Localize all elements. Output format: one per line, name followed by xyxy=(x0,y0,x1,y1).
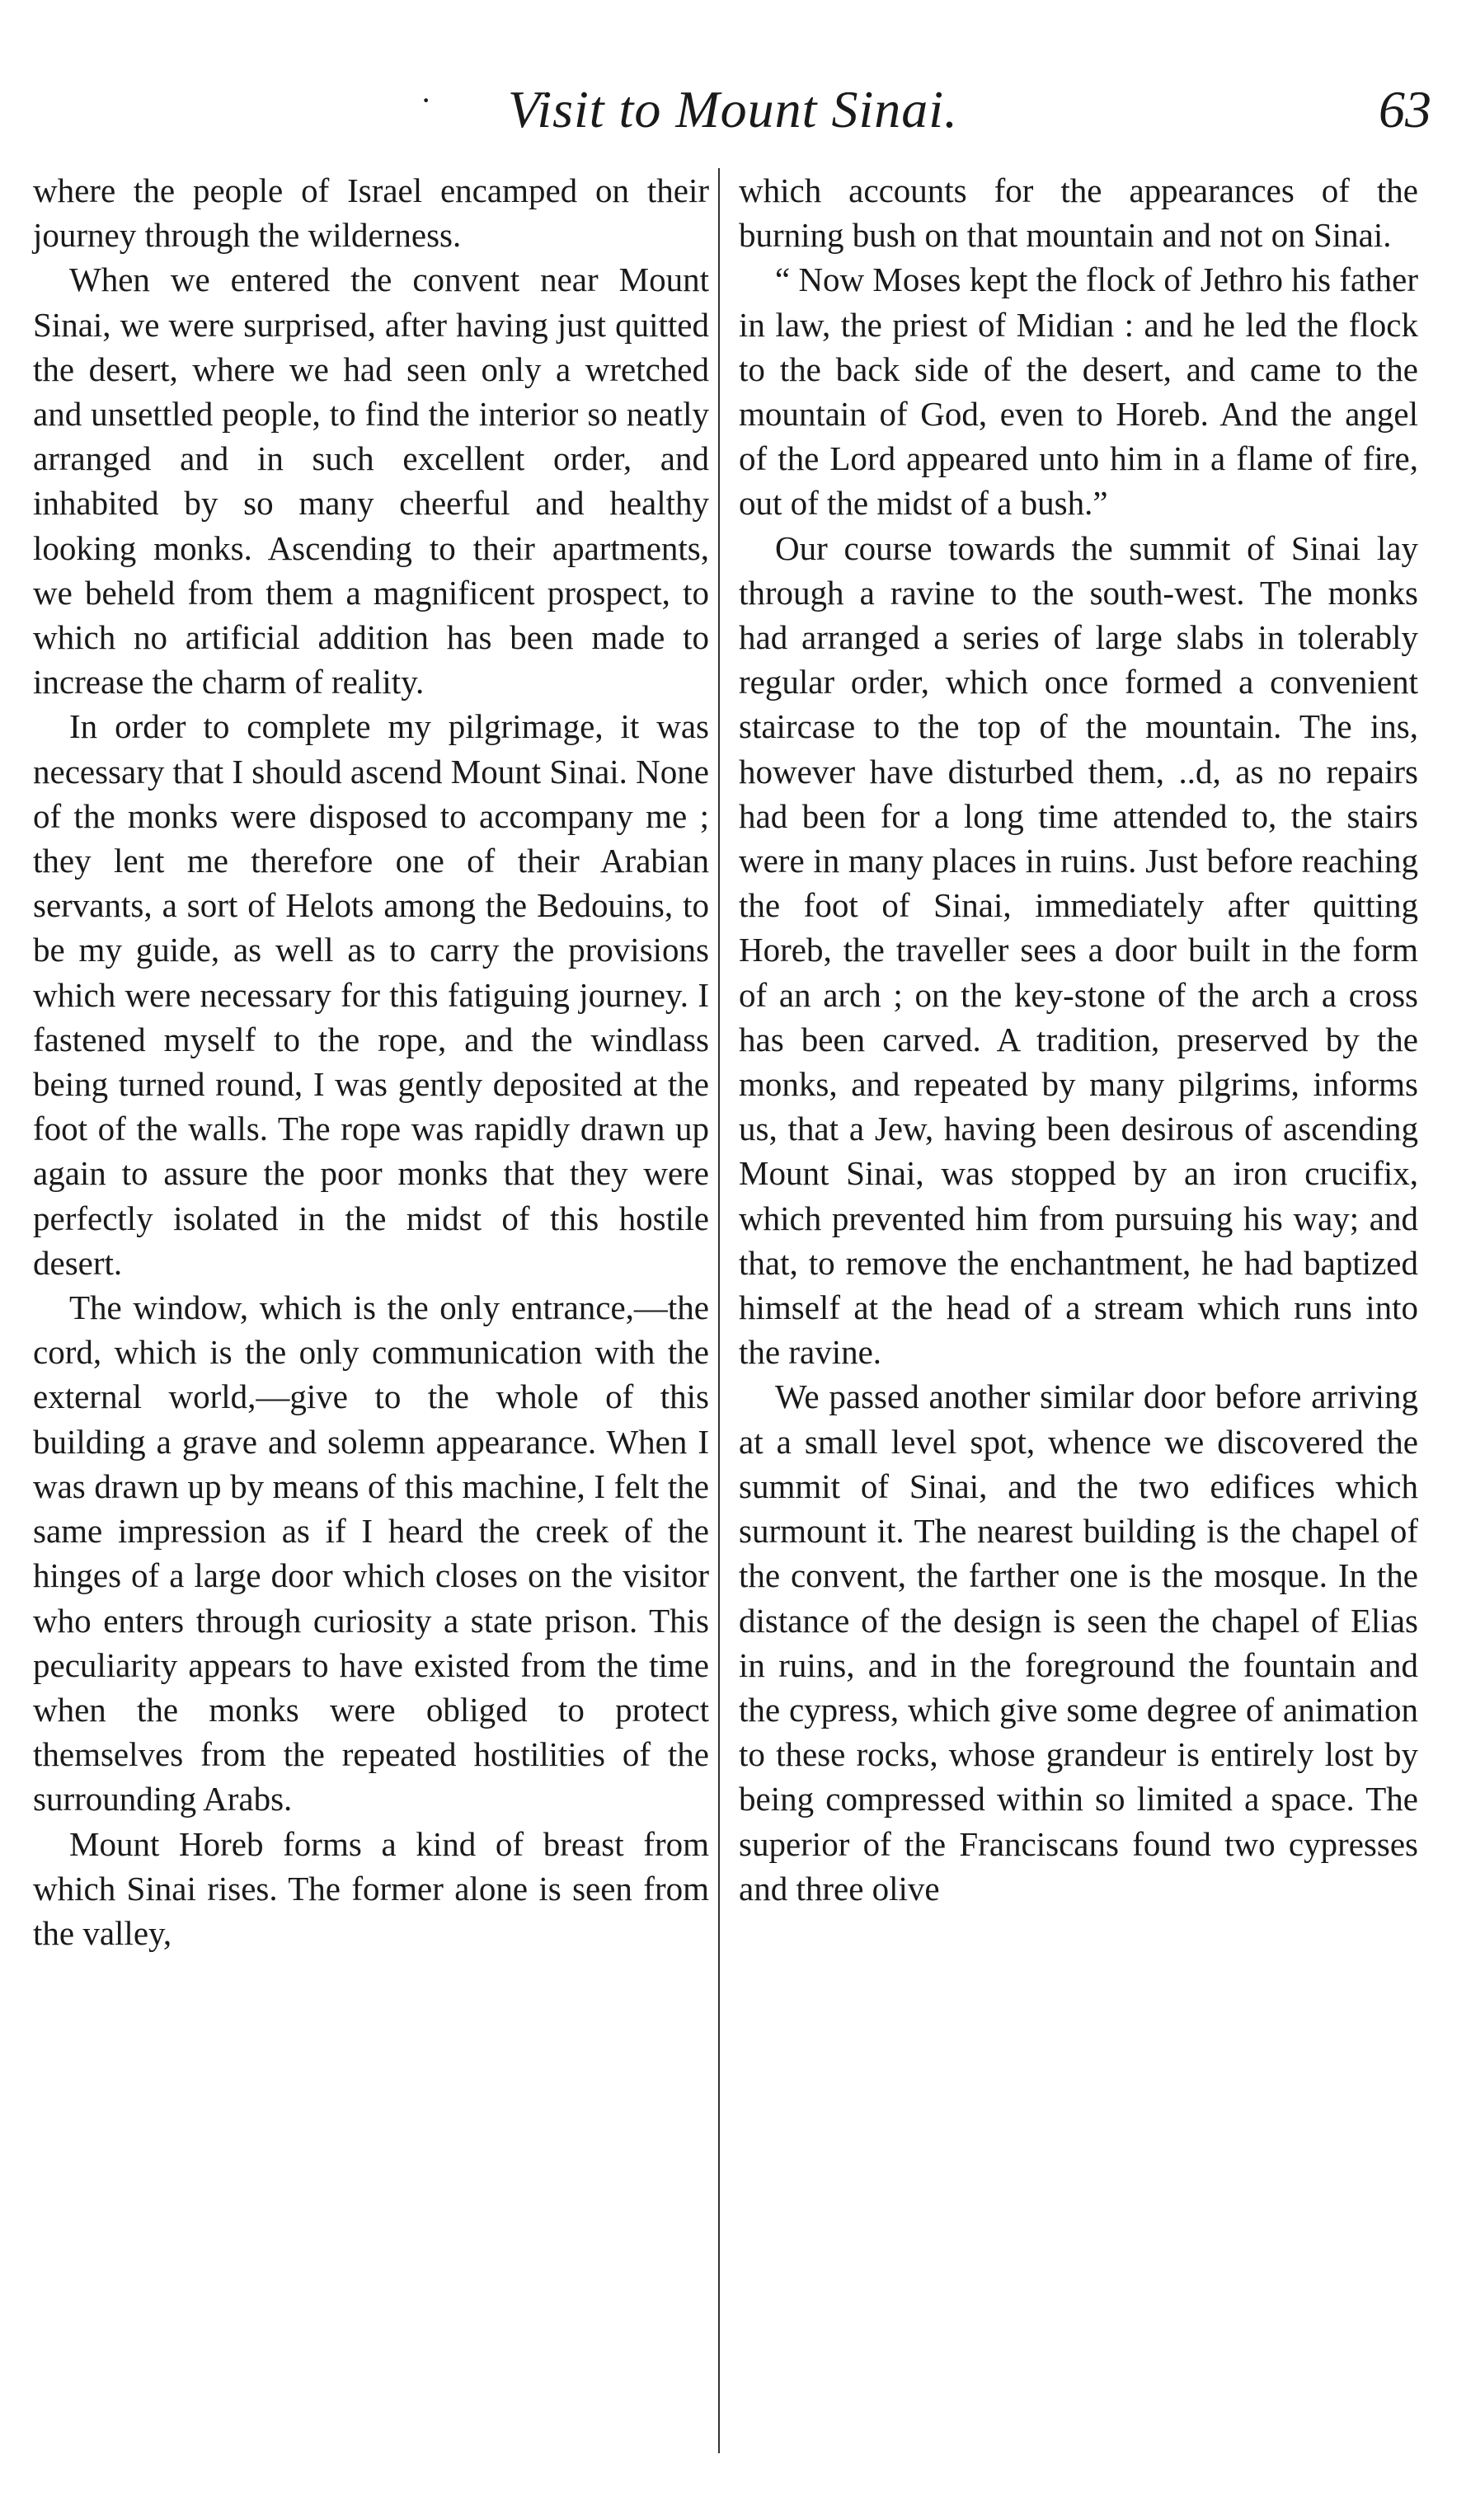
paragraph: We passed another similar door before arriving at a small level spot, whence we discovered the summit of Sinai, and the two edifices which surmount it. The nearest building is the chapel of the convent, the farther one is the mosque. In the distance of the design is seen the chapel of Elias in ruins, and in the foreground the fountain and the cypress, which give some degree of animation to these rocks, whose grandeur is entirely lost by being compressed within so limited a space. The superior of the Franciscans found two cypresses and three olive xyxy=(739,1377,1418,1908)
paragraph: Our course towards the summit of Sinai lay through a ravine to the south-west. The monks had arranged a series of large slabs in tolerably regular order, which once formed a convenient staircase to the top of the mountain. The ins, however have disturbed them, ..d, as no repairs had been for a long time attended to, the stairs were in many places in ruins. Just before reaching the foot of Sinai, immediately after quitting Horeb, the traveller sees a door built in the form of an arch ; on the key-stone of the arch a cross has been carved. A tradition, preserved by the monks, and repeated by many pilgrims, informs us, that a Jew, having been desirous of ascending Mount Sinai, was stopped by an iron crucifix, which prevented him from pursuing his way; and that, to remove the enchantment, he had baptized himself at the head of a stream which runs into the ravine. xyxy=(739,528,1418,1372)
page-number: 63 xyxy=(1379,80,1431,138)
running-head xyxy=(33,73,1433,147)
paragraph: where the people of Israel encamped on their journey through the wilderness. xyxy=(33,171,709,255)
paragraph: which accounts for the appearances of the burning bush on that mountain and not on Sinai. xyxy=(739,171,1418,255)
quotation-paragraph: “ Now Moses kept the flock of Jethro his father in law, the priest of Midian : and he led the flock to the back side of the desert, and came to the mountain of God, even to Horeb. And the angel of the Lord appeared unto him in a flame of fire, out of the midst of a bush.” xyxy=(739,260,1418,523)
paragraph: When we entered the convent near Mount Sinai, we were surprised, after having just quitted the desert, where we had seen only a wretched and unsettled people, to find the interior so neatly arranged and in such excellent order, and inhabited by so many cheerful and healthy looking monks. Ascending to their apartments, we beheld from them a magnificent prospect, to which no artificial addition has been made to increase the charm of reality. xyxy=(33,260,709,702)
running-title: Visit to Mount Sinai. xyxy=(507,80,959,138)
header-mark: · xyxy=(421,82,432,119)
paragraph: Mount Horeb forms a kind of breast from which Sinai rises. The former alone is seen from the valley, xyxy=(33,1824,709,1952)
right-column xyxy=(739,168,1418,1911)
left-column xyxy=(33,168,709,1955)
paragraph: The window, which is the only entrance,—the cord, which is the only communication with the external world,—give to the whole of this building a grave and solemn appearance. When I was drawn up by means of this machine, I felt the same impression as if I heard the creek of the hinges of a large door which closes on the visitor who enters through curiosity a state prison. This peculiarity appears to have existed from the time when the monks were obliged to protect themselves from the repeated hostilities of the surrounding Arabs. xyxy=(33,1288,709,1818)
paragraph: In order to complete my pilgrimage, it was necessary that I should ascend Mount Sinai. None of the monks were disposed to accompany me ; they lent me therefore one of their Arabian servants, a sort of Helots among the Bedouins, to be my guide, as well as to carry the provisions which were necessary for this fatiguing journey. I fastened myself to the rope, and the windlass being turned round, I was gently deposited at the foot of the walls. The rope was rapidly drawn up again to assure the poor monks that they were perfectly isolated in the midst of this hostile desert. xyxy=(33,707,709,1282)
column-divider xyxy=(718,168,720,2453)
